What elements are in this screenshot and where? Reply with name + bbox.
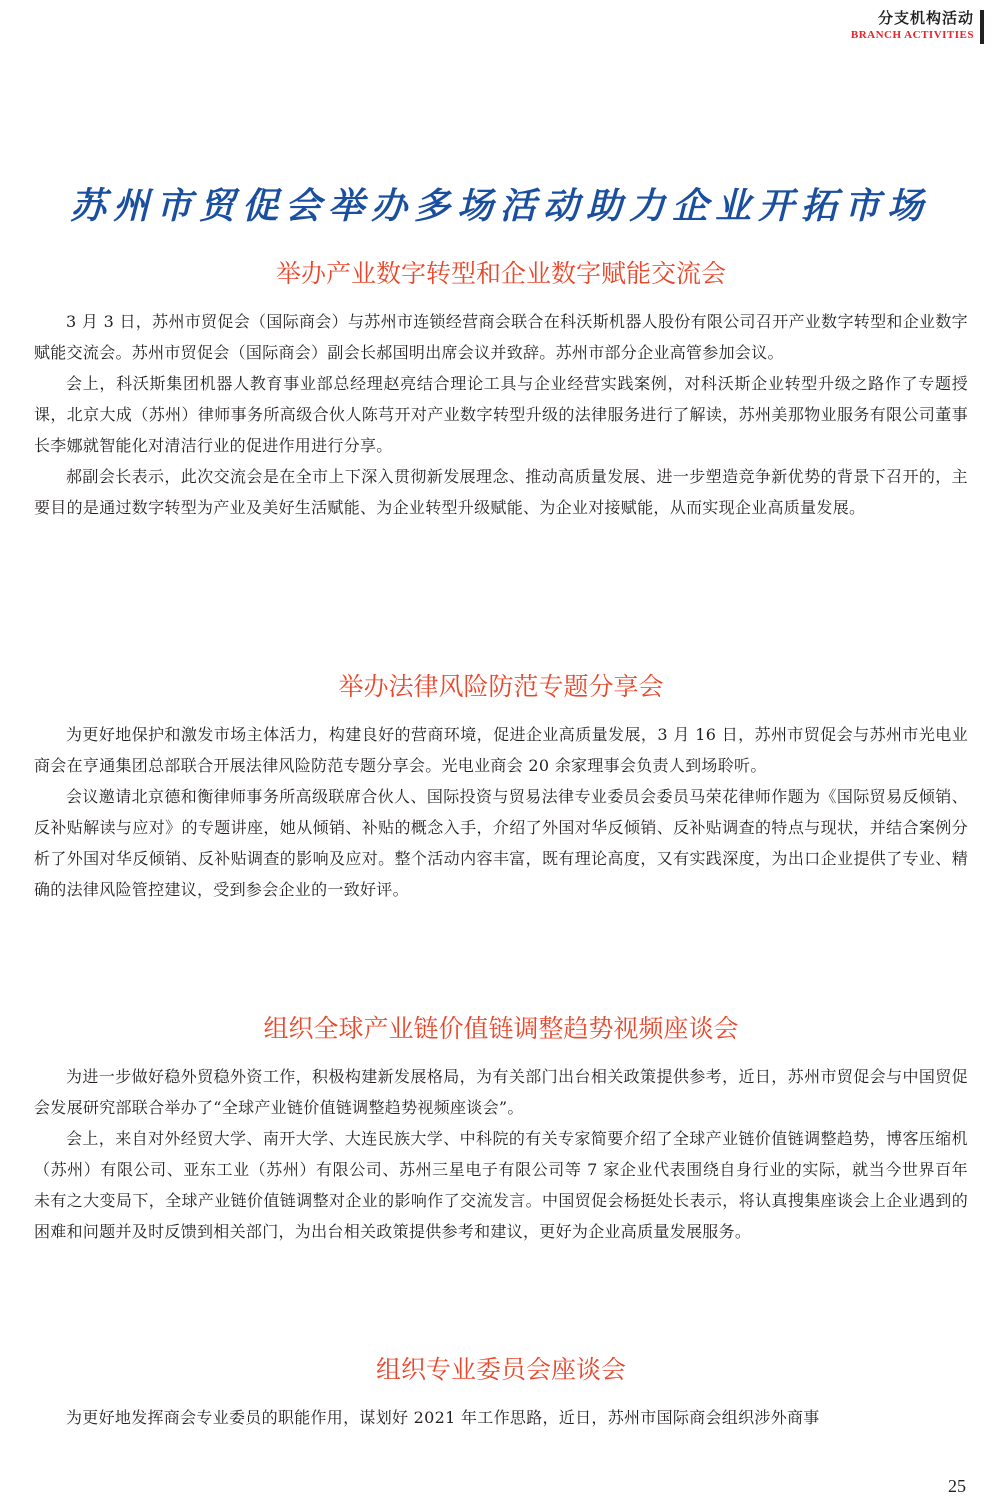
section-digital-transformation — [34, 256, 968, 523]
page-number: 25 — [948, 1476, 966, 1496]
section-title: 组织专业委员会座谈会 — [375, 1355, 626, 1384]
paragraph: 为进一步做好稳外贸稳外资工作，积极构建新发展格局，为有关部门出台相关政策提供参考，近日，苏州市贸促会与中国贸促会发展研究部联合举办了“全球产业链价值链调整趋势视频座谈会”。 — [34, 1067, 968, 1117]
header-section-cn: 分支机构活动 — [877, 9, 974, 27]
header-section-en: BRANCH ACTIVITIES — [850, 29, 974, 41]
section-title: 举办产业数字转型和企业数字赋能交流会 — [275, 259, 726, 288]
section-legal-risk — [34, 669, 968, 905]
paragraph: 会上，来自对外经贸大学、南开大学、大连民族大学、中科院的有关专家简要介绍了全球产业链价值链调整趋势，博客压缩机（苏州）有限公司、亚东工业（苏州）有限公司、苏州三星电子有限公司等 7 家企业代表围绕自身行业的实际，就当今世界百年未有之大变局下，全球产业链价值链调整对企业的影响作了交流发言。中国贸促会杨挺处长表示，将认真搜集座谈会上企业遇到的困难和问题并及时反馈到相关部门，为出台相关政策提供参考和建议，更好为企业高质量发展服务。 — [34, 1129, 968, 1241]
paragraph: 会议邀请北京德和衡律师事务所高级联席合伙人、国际投资与贸易法律专业委员会委员马荣花律师作题为《国际贸易反倾销、反补贴解读与应对》的专题讲座，她从倾销、补贴的概念入手，介绍了外国对华反倾销、反补贴调查的特点与现状，并结合案例分析了外国对华反倾销、反补贴调查的影响及应对。整个活动内容丰富，既有理论高度，又有实践深度，为出口企业提供了专业、精确的法律风险管控建议，受到参会企业的一致好评。 — [34, 787, 968, 899]
section-industry-chain — [34, 1011, 968, 1247]
paragraph: 会上，科沃斯集团机器人教育事业部总经理赵亮结合理论工具与企业经营实践案例，对科沃斯企业转型升级之路作了专题授课，北京大成（苏州）律师事务所高级合伙人陈芎开对产业数字转型升级的法律服务进行了解读，苏州美那物业服务有限公司董事长李娜就智能化对清洁行业的促进作用进行分享。 — [34, 374, 968, 455]
paragraph: 3 月 3 日，苏州市贸促会（国际商会）与苏州市连锁经营商会联合在科沃斯机器人股份有限公司召开产业数字转型和企业数字赋能交流会。苏州市贸促会（国际商会）副会长郝国明出席会议并致辞。苏州市部分企业高管参加会议。 — [34, 312, 968, 362]
paragraph: 为更好地发挥商会专业委员的职能作用，谋划好 2021 年工作思路，近日，苏州市国际商会组织涉外商事 — [66, 1408, 820, 1427]
section-committee-forum — [34, 1352, 968, 1433]
header-bar — [980, 10, 984, 44]
section-title: 举办法律风险防范专题分享会 — [338, 672, 664, 701]
section-title: 组织全球产业链价值链调整趋势视频座谈会 — [263, 1014, 739, 1043]
paragraph: 郝副会长表示，此次交流会是在全市上下深入贯彻新发展理念、推动高质量发展、进一步塑造竞争新优势的背景下召开的，主要目的是通过数字转型为产业及美好生活赋能、为企业转型升级赋能、为企业对接赋能，从而实现企业高质量发展。 — [34, 467, 968, 517]
paragraph: 为更好地保护和激发市场主体活力，构建良好的营商环境，促进企业高质量发展，3 月 16 日，苏州市贸促会与苏州市光电业商会在亨通集团总部联合开展法律风险防范专题分享会。光电业商会 20 余家理事会负责人到场聆听。 — [34, 725, 968, 775]
page-header — [851, 8, 974, 42]
article-title: 苏州市贸促会举办多场活动助力企业开拓市场 — [69, 186, 930, 227]
